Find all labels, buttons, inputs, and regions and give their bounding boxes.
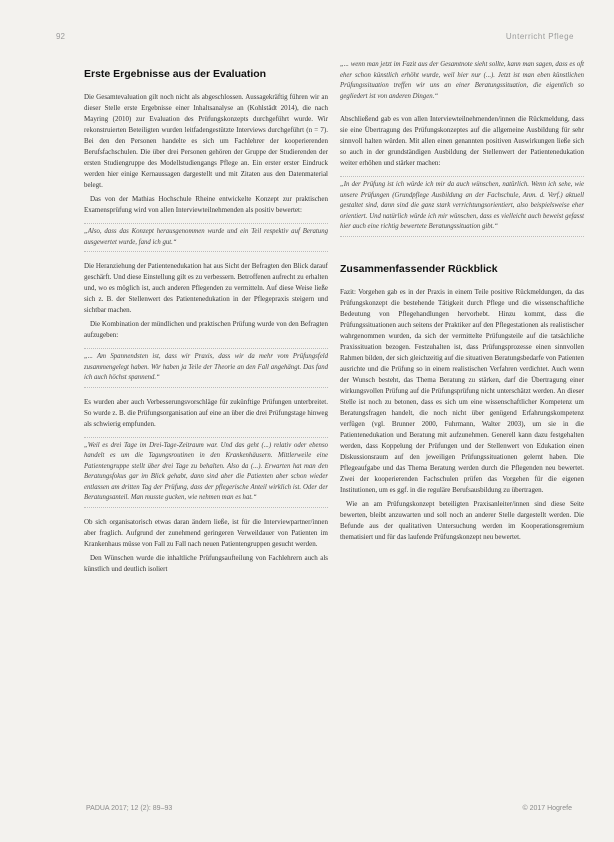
paragraph: Abschließend gab es von allen Interviewteilnehmenden/innen die Rückmeldung, dass sie eine Übertragung des Prüfungskonzeptes auf die allgemeine Ausbildung für sehr sinnvoll halten würden. Mit allen einen genannten positiven Auswirkungen ließe sich so auch in der grundständigen Ausbildung der Stellenwert der Patientenedukation weiter erhöhen und stärker machen: [340, 115, 584, 167]
paragraph: Fazit: Vorgehen gab es in der Praxis in einem Teile positive Rückmeldungen, da das Prüfungskonzept die bestehende Tätigkeit durch Pflege und die wissenschaftliche Bedeutung von Pflegehandlungen hervorhebt. Hinzu kommt, dass die Prüfungssituationen auch seitens der Praktiker auf den Pflegestationen als realistischer wahrgenommen wurden, da sich der vermittelte Prüfungsteile auf die tatsächliche Praxissituation bezogen. Festzuhalten ist, dass Prüfungsprozesse einen sinnvollen Rahmen bilden, der sich gleichzeitig auf die situativen Beratungsbedarfe von Patienten ausrichte und die Prüfung so in einem realistischen Verfahren verdichtet. Auch wenn der Wunsch besteht, das Thema Beratung zu stärken, darf die Übertragung einer wirkungsvollen Prüfung auf die Prüfungsprüfung nicht unterschätzt werden. An dieser Stelle ist noch zu betonen, dass es sich um eine wissenschaftlicher Kompetenz um Beratungsfragen handelt, die noch nicht über genügend Erfahrungskompetenz verfügen (vgl. Brunner 2000, Fuhrmann, Walter 2003), um sie in die Patientenedukation und Beratung mit aufzunehmen. Generell kann dazu festgehalten werden, dass Koppelung der Prüfungen und der Stellenwert von Edukation einen Diskussionsraum auf den jeweiligen Prüfungssituationen gelernt haben. Die Pflegeaufgabe und das Thema Beratung werden durch die Pflegenden neu bewertet. Zwei der kooperierenden Fachschulen prüfen das Vorgehen für die eigenen Institutionen, um es ggf. in die reguläre Berufsausbildung zu übertragen. [340, 287, 584, 494]
paragraph: Die Kombination der mündlichen und praktischen Prüfung wurde von den Befragten aufzugeben: [84, 320, 328, 339]
running-header: Unterricht Pflege [505, 32, 574, 41]
section-heading-summary: Zusammenfassender Rückblick [340, 262, 498, 275]
interview-quote: „In der Prüfung ist ich würde ich mir da auch wünschen, natürlich. Wenn ich sehe, wie unsere Prüfungen (Grundpflege Ausbildung an der Fachschule, Anm. d. Verf.) aktuell gestaltet sind, dann sind die ganz stark verrichtungsorientiert, also beispielsweise eher orientiert. Und natürlich würde ich mir wünschen, dass es vielleicht auch beweist gefasst hier auch eine richtig bewertete Beratungssituation gibt.“ [340, 176, 584, 237]
interview-quote: „... wenn man jetzt im Fazit aus der Gesamtnote sieht sollte, kann man sagen, dass es oft eher schon künstlich erhöht wurde, weil hier nur (...). Jetzt ist man eben künstlichen Prüfungssituation treffen wir uns an einer Beratungssituation, die eigentlich so gegliedert ist von anderen Dingen.“ [340, 61, 584, 100]
interview-quote: „Also, dass das Konzept herausgenommen wurde und ein Teil respektiv auf Beratung ausgewertet wurde, fand ich gut.“ [84, 223, 328, 252]
footer-copyright: © 2017 Hogrefe [522, 805, 572, 812]
page-header [56, 32, 574, 44]
paragraph: Ob sich organisatorisch etwas daran ändern ließe, ist für die Interviewpartner/innen aber fraglich. Aufgrund der zunehmend geringeren Verweildauer von Patienten im Krankenhaus müsse von Fall zu Fall nach neuen Patientengruppen gesucht werden. [84, 517, 328, 548]
paragraph: Den Wünschen wurde die inhaltliche Prüfungsaufteilung von Fachlehrern auch als künstlich und deutlich isoliert [84, 553, 328, 573]
footer-citation: PADUA 2017; 12 (2): 89–93 [86, 805, 173, 812]
paragraph: Die Gesamtevaluation gilt noch nicht als abgeschlossen. Aussagekräftig führen wir an dieser Stelle erste Ergebnisse einer Inhaltsanalyse an (Kohlstädt 2014), die nach Mayring (2010) zur Evaluation des Prüfungskonzepts durchgeführt wurde. Wir rekonstruierten Beteiligten wurden leitfadengestützte Interviews durchgeführt (n = 7). Bei den den Personen handelte es sich um Fachlehrer der kooperierenden Berufsfachschulen. Die über drei Personen gehören der Gruppe der Studierenden der ersten Studiengruppe des Modellstudiengangs Pflege an. Ein erster erster Eindruck werden hier einige Kernaussagen dargestellt und mit Zitaten aus den Datenmaterial belegt. [84, 93, 328, 189]
paragraph: Es wurden aber auch Verbesserungsvorschläge für zukünftige Prüfungen unterbreitet. So wurde z. B. die Prüfungsorganisation auf eine an über die drei Prüfungstage hinweg als schwierig empfunden. [84, 397, 328, 428]
paragraph: Die Heranziehung der Patientenedukation hat aus Sicht der Befragten den Blick darauf geschärft. Und diese Einstellung gilt es zu verbessern. Betroffenen aufrecht zu erhalten und, wo es möglich ist, auch anderen Pflegenden zu vermitteln. Auf diese Weise ließe sich z. B. der Stellenwert des Patientenedukation in der Pflegepraxis steigern und sichtbar machen. [84, 262, 328, 314]
page-number: 92 [56, 32, 65, 41]
paragraph: Wie an am Prüfungskonzept beteiligten Praxisanleiter/innen sind diese Seite bewerten, bleibt anzuwarten und soll noch an anderer Stelle dargestellt werden. Die Befunde aus der qualitativen Untersuchung werden im Kooperationsgremium thematisiert und für das laufende Prüfungskonzept neu bewertet. [340, 499, 584, 541]
interview-quote: „Weil es drei Tage im Drei-Tage-Zeitraum war. Und das geht (...) relativ oder ebenso handelt es um die Tagungsroutinen in den Krankenhäusern. Mittlerweile eine Patientengruppe stellt über drei Tage zu behalten. Also da (...). Erwarten hat man den Beratungsfokus gar im Blick gehabt, dann sind aber die Patienten aber schon wieder entlassen am dritten Tag der Prüfung, dass der pflegerische Anteil wirklich ist. Oder der Beratungsanteil. Man musste gucken, wie nehmen man es hat.“ [84, 437, 328, 508]
paragraph: Das von der Mathias Hochschule Rheine entwickelte Konzept zur praktischen Examensprüfung wird von allen Interviewteilnehmenden als positiv bewertet: [84, 195, 328, 214]
section-heading-evaluation: Erste Ergebnisse aus der Evaluation [84, 68, 267, 80]
interview-quote: „... Am Spannendsten ist, dass wir Praxis, dass wir da mehr vom Prüfungsfeld zusammengelegt haben. Wir haben ja Teile der Theorie an den Fall angehängt. Das fand ich auch höchst spannend.“ [84, 348, 328, 388]
right-column [340, 60, 584, 546]
left-column [84, 60, 328, 578]
